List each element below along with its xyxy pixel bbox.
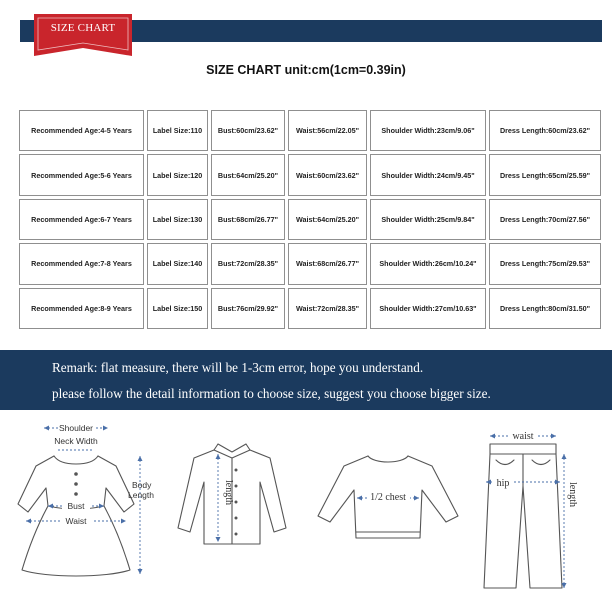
bust-cell: Bust:60cm/23.62" <box>211 110 285 151</box>
waist-cell: Waist:64cm/25.20" <box>288 199 367 240</box>
waist-cell: Waist:60cm/23.62" <box>288 154 367 195</box>
dress-length-cell: Dress Length:65cm/25.59" <box>489 154 601 195</box>
age-cell: Recommended Age:4-5 Years <box>19 110 144 151</box>
shirt-diagram <box>174 440 290 552</box>
age-cell: Recommended Age:5-6 Years <box>19 154 144 195</box>
sweater-diagram <box>314 446 462 546</box>
shoulder-width-cell: Shoulder Width:27cm/10.63" <box>370 288 486 329</box>
bust-cell: Bust:72cm/28.35" <box>211 243 285 284</box>
size-table <box>16 107 604 332</box>
table-row <box>19 288 601 329</box>
dress-length-cell: Dress Length:60cm/23.62" <box>489 110 601 151</box>
label-size-cell: Label Size:150 <box>147 288 208 329</box>
age-cell: Recommended Age:8-9 Years <box>19 288 144 329</box>
sweater-chest-label: 1/2 chest <box>370 492 406 503</box>
table-row <box>19 243 601 284</box>
label-size-cell: Label Size:110 <box>147 110 208 151</box>
pants-waist-label: waist <box>512 431 534 442</box>
dress-buttons-icon <box>74 472 78 496</box>
shoulder-width-cell: Shoulder Width:23cm/9.06" <box>370 110 486 151</box>
dress-bust-label: Bust <box>67 501 85 511</box>
bust-cell: Bust:76cm/29.92" <box>211 288 285 329</box>
age-cell: Recommended Age:6-7 Years <box>19 199 144 240</box>
label-size-cell: Label Size:140 <box>147 243 208 284</box>
dress-shoulder-label: Shoulder <box>58 423 94 433</box>
pants-outline-icon <box>484 444 562 588</box>
dress-length-cell: Dress Length:75cm/29.53" <box>489 243 601 284</box>
chart-title: SIZE CHART unit:cm(1cm=0.39in) <box>206 63 406 77</box>
dress-body-length-label-1: Body <box>132 480 152 490</box>
pants-length-label: length <box>567 482 578 507</box>
shoulder-width-cell: Shoulder Width:26cm/10.24" <box>370 243 486 284</box>
bust-cell: Bust:64cm/25.20" <box>211 154 285 195</box>
waist-cell: Waist:72cm/28.35" <box>288 288 367 329</box>
remark-line-2: please follow the detail information to choose size, suggest you choose bigger size. <box>52 386 491 401</box>
remark-line-1: Remark: flat measure, there will be 1-3cm error, hope you understand. <box>52 360 424 375</box>
waist-cell: Waist:68cm/26.77" <box>288 243 367 284</box>
dress-length-cell: Dress Length:70cm/27.56" <box>489 199 601 240</box>
age-cell: Recommended Age:7-8 Years <box>19 243 144 284</box>
waist-cell: Waist:56cm/22.05" <box>288 110 367 151</box>
table-row <box>19 110 601 151</box>
label-size-cell: Label Size:120 <box>147 154 208 195</box>
dress-diagram <box>6 418 166 603</box>
dress-waist-label: Waist <box>65 516 87 526</box>
table-row <box>19 154 601 195</box>
shoulder-width-cell: Shoulder Width:25cm/9.84" <box>370 199 486 240</box>
label-size-cell: Label Size:130 <box>147 199 208 240</box>
pants-hip-label: hip <box>496 478 510 489</box>
size-chart-ribbon <box>34 14 132 56</box>
size-chart-badge-label: SIZE CHART <box>50 22 116 34</box>
dress-neck-width-label: Neck Width <box>54 436 98 446</box>
shirt-length-label: length <box>223 480 234 505</box>
bust-cell: Bust:68cm/26.77" <box>211 199 285 240</box>
dress-length-cell: Dress Length:80cm/31.50" <box>489 288 601 329</box>
dress-body-length-label-2: Length <box>128 490 154 500</box>
table-row <box>19 199 601 240</box>
pants-diagram <box>470 424 582 596</box>
shoulder-width-cell: Shoulder Width:24cm/9.45" <box>370 154 486 195</box>
